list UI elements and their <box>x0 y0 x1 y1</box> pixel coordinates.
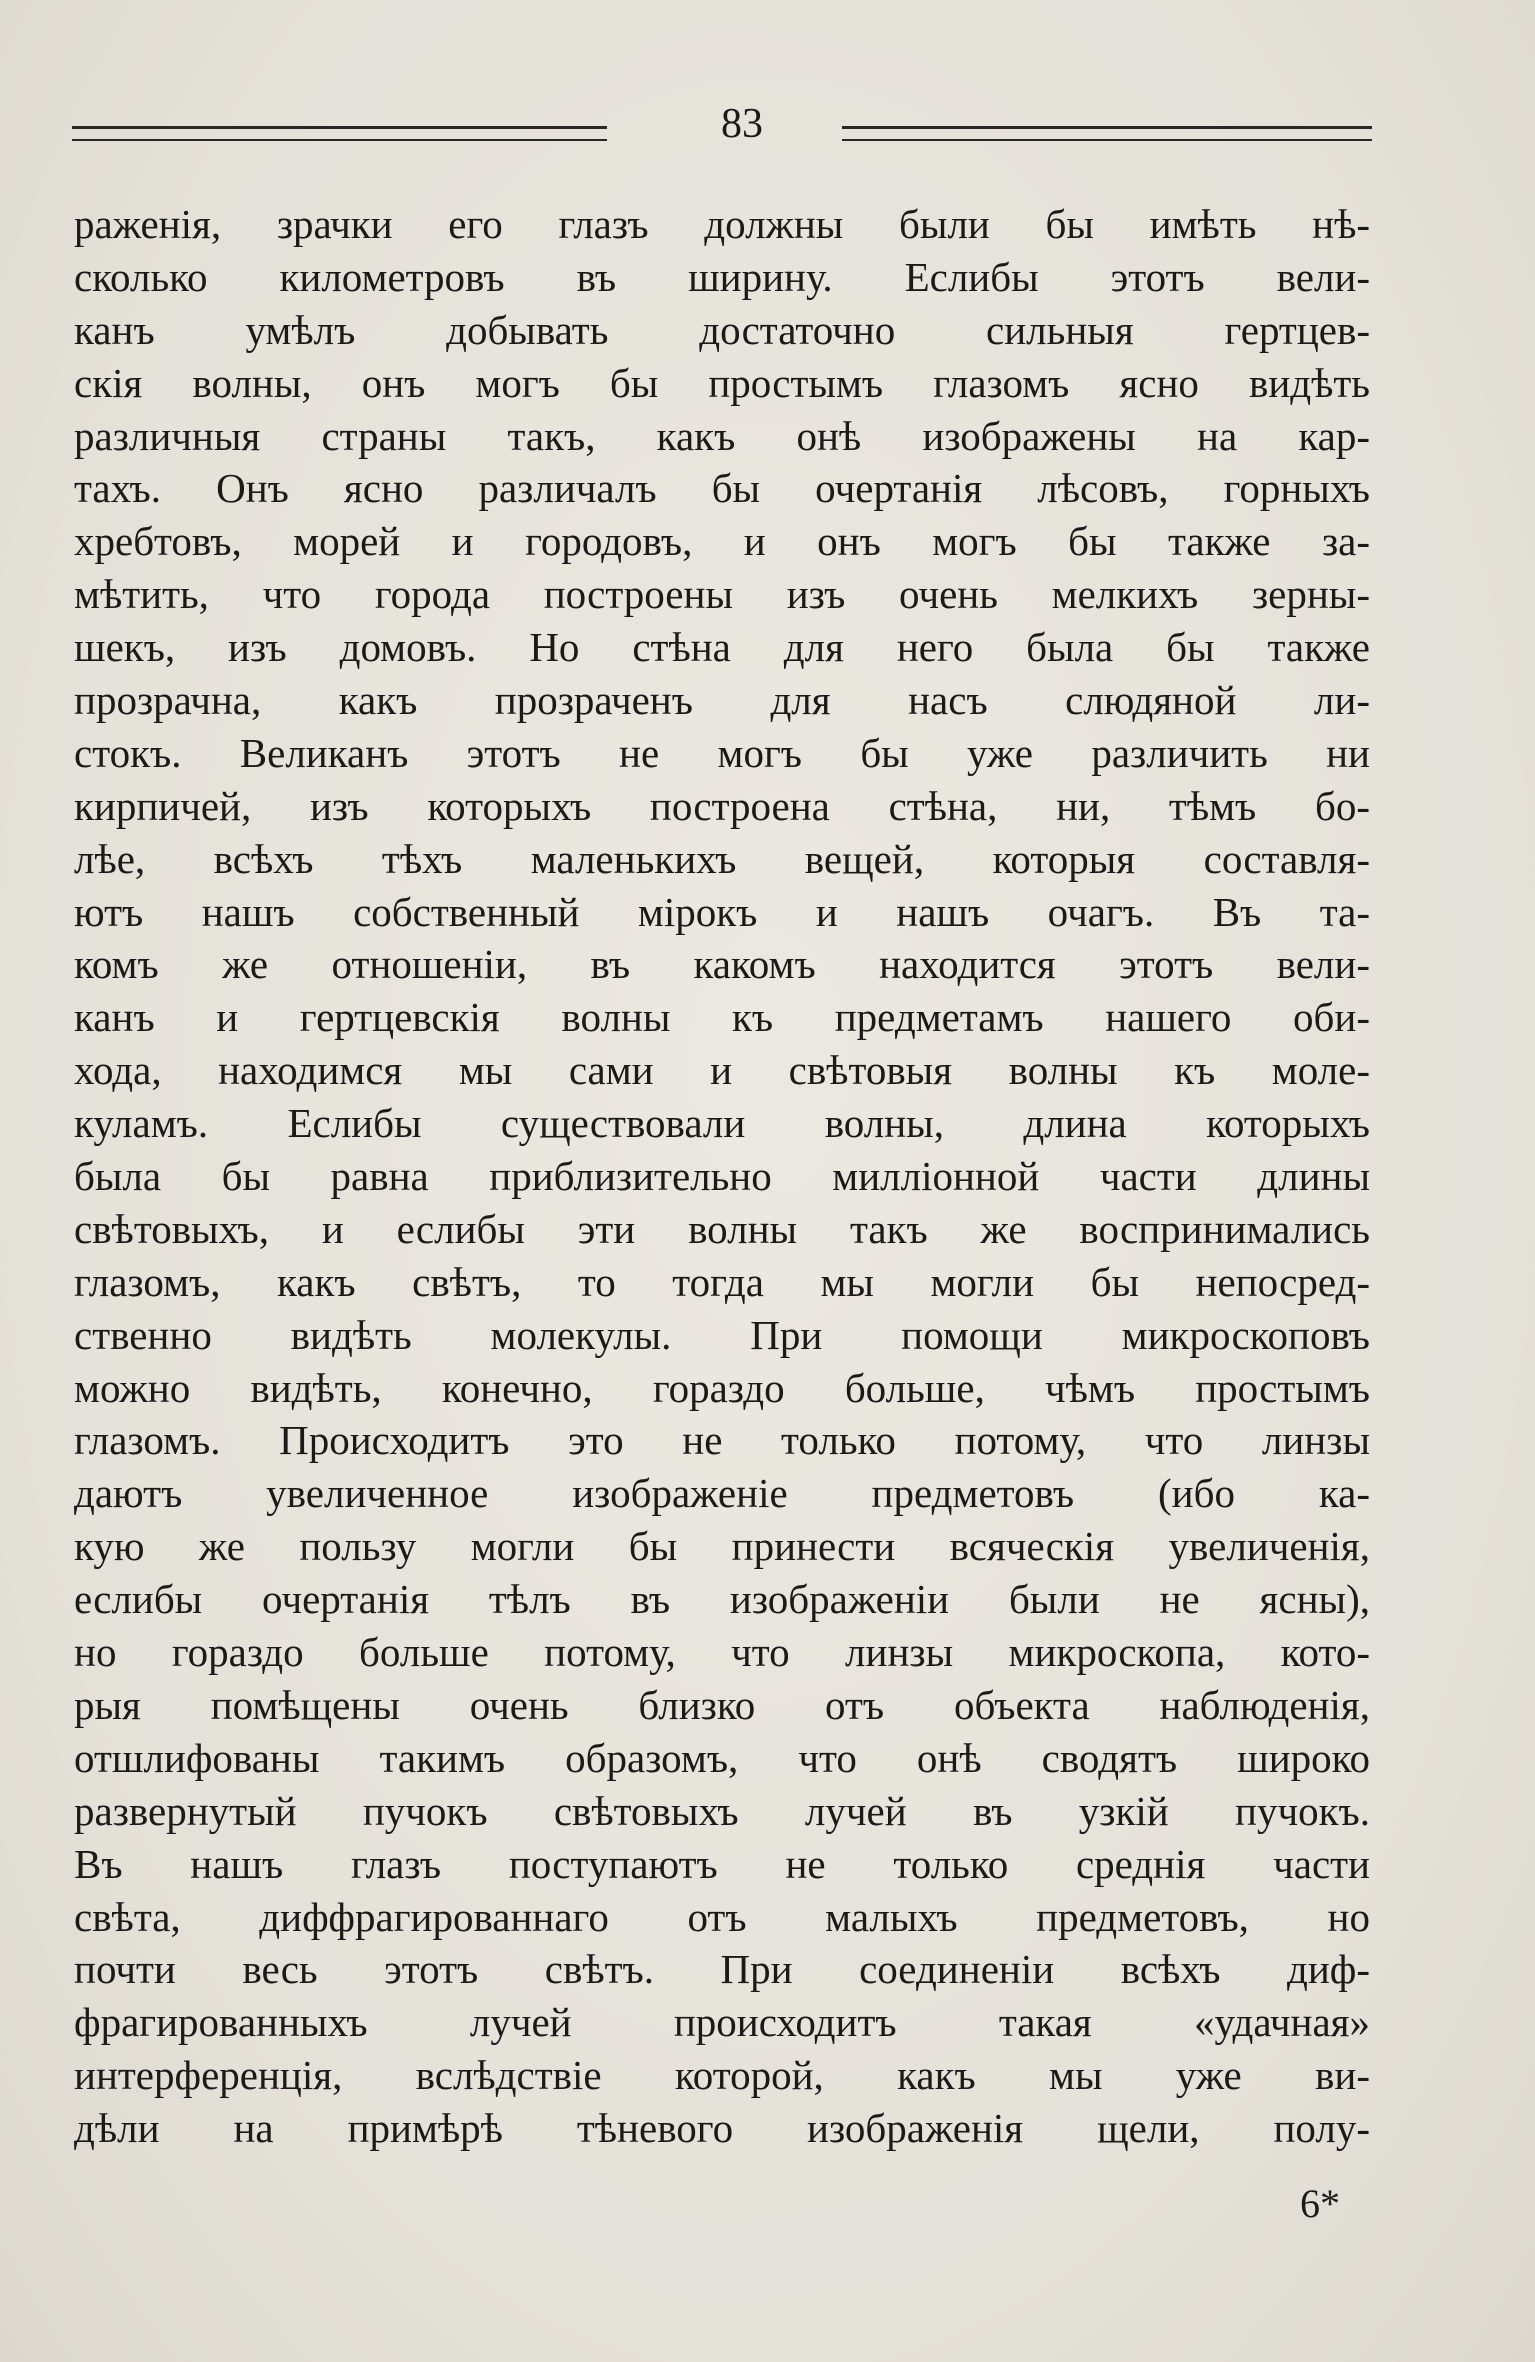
text-line: глазомъ, какъ свѣтъ, то тогда мы могли бы непосред- <box>74 1258 1370 1305</box>
text-line: раженія, зрачки его глазъ должны были бы имѣть нѣ- <box>74 201 1370 247</box>
text-line: свѣтовыхъ, и еслибы эти волны такъ же воспринимались <box>74 1205 1370 1252</box>
text-line: кирпичей, изъ которыхъ построена стѣна, ни, тѣмъ бо- <box>74 782 1370 829</box>
text-line: прозрачна, какъ прозраченъ для насъ слюдяной ли- <box>74 677 1370 724</box>
text-line: комъ же отношеніи, въ какомъ находится этотъ вели- <box>74 941 1370 988</box>
header-rule-right <box>842 126 1372 141</box>
page-header <box>72 100 1372 160</box>
text-line: интерференція, вслѣдствіе которой, какъ мы уже ви- <box>74 2052 1370 2099</box>
text-line: тахъ. Онъ ясно различалъ бы очертанія лѣсовъ, горныхъ <box>74 465 1370 512</box>
text-line: канъ умѣлъ добывать достаточно сильныя гертцев- <box>74 306 1370 353</box>
text-line: ственно видѣть молекулы. При помощи микроскоповъ <box>74 1311 1370 1358</box>
text-line: канъ и гертцевскія волны къ предметамъ нашего оби- <box>74 994 1370 1041</box>
text-line: лѣе, всѣхъ тѣхъ маленькихъ вещей, которыя составля- <box>74 835 1370 882</box>
text-line: ютъ нашъ собственный мірокъ и нашъ очагъ. Въ та- <box>74 888 1370 935</box>
text-line: скія волны, онъ могъ бы простымъ глазомъ ясно видѣть <box>74 359 1370 406</box>
text-line: сколько километровъ въ ширину. Еслибы этотъ вели- <box>74 253 1370 300</box>
text-line: можно видѣть, конечно, гораздо больше, чѣмъ простымъ <box>74 1364 1370 1411</box>
text-line: фрагированныхъ лучей происходитъ такая «удачная» <box>74 1999 1370 2046</box>
text-line: Въ нашъ глазъ поступаютъ не только среднія части <box>74 1840 1370 1887</box>
text-line: была бы равна приблизительно милліонной части длины <box>74 1153 1370 1200</box>
page-number: 83 <box>721 101 763 147</box>
header-rule-left <box>72 126 607 141</box>
text-line: глазомъ. Происходитъ это не только потому, что линзы <box>74 1417 1370 1464</box>
text-line: но гораздо больше потому, что линзы микроскопа, кото- <box>74 1629 1370 1676</box>
text-line: стокъ. Великанъ этотъ не могъ бы уже различить ни <box>74 729 1370 776</box>
text-line: почти весь этотъ свѣтъ. При соединеніи всѣхъ диф- <box>74 1946 1370 1993</box>
text-line: рыя помѣщены очень близко отъ объекта наблюденія, <box>74 1681 1370 1728</box>
text-line: дѣли на примѣрѣ тѣневого изображенія щели, полу- <box>74 2105 1370 2152</box>
body-text <box>74 198 1370 2155</box>
text-line: хода, находимся мы сами и свѣтовыя волны къ моле- <box>74 1047 1370 1094</box>
text-line: отшлифованы такимъ образомъ, что онѣ сводятъ широко <box>74 1734 1370 1781</box>
text-line: различныя страны такъ, какъ онѣ изображены на кар- <box>74 412 1370 459</box>
text-line: куламъ. Еслибы существовали волны, длина которыхъ <box>74 1100 1370 1147</box>
text-line: хребтовъ, морей и городовъ, и онъ могъ бы также за- <box>74 518 1370 565</box>
text-line: кую же пользу могли бы принести всяческія увеличенія, <box>74 1523 1370 1570</box>
text-line: даютъ увеличенное изображеніе предметовъ (ибо ка- <box>74 1470 1370 1517</box>
text-line: мѣтить, что города построены изъ очень мелкихъ зерны- <box>74 571 1370 618</box>
text-line: еслибы очертанія тѣлъ въ изображеніи были не ясны), <box>74 1576 1370 1623</box>
text-line: развернутый пучокъ свѣтовыхъ лучей въ узкій пучокъ. <box>74 1787 1370 1834</box>
text-line: шекъ, изъ домовъ. Но стѣна для него была бы также <box>74 624 1370 671</box>
text-line: свѣта, диффрагированнаго отъ малыхъ предметовъ, но <box>74 1893 1370 1940</box>
printer-signature-mark: 6* <box>1300 2181 1340 2226</box>
